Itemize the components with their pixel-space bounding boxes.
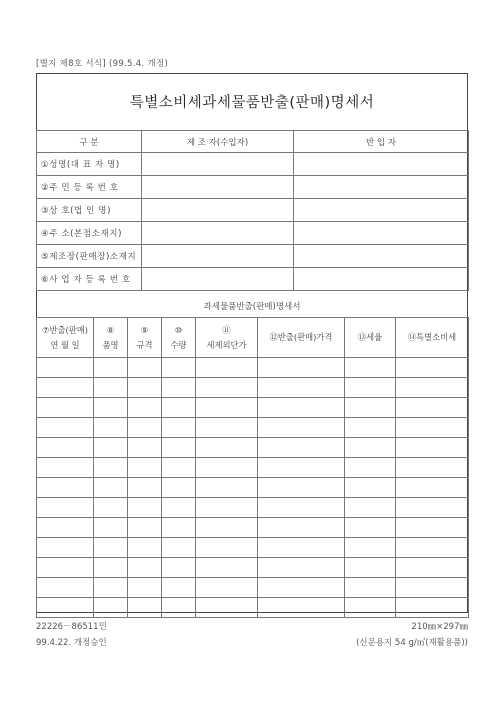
table-cell[interactable]	[94, 598, 128, 618]
table-cell[interactable]	[345, 418, 396, 438]
table-cell[interactable]	[162, 378, 196, 398]
table-cell[interactable]	[196, 578, 258, 598]
table-cell[interactable]	[162, 358, 196, 378]
items-table	[36, 317, 469, 618]
table-cell[interactable]	[196, 358, 258, 378]
table-row	[37, 358, 469, 378]
receiver-business-number-field[interactable]	[294, 268, 469, 291]
table-row	[37, 578, 469, 598]
table-cell[interactable]	[128, 578, 162, 598]
col-price-header: ⑫반출(판매)가격	[258, 318, 345, 358]
table-cell[interactable]	[258, 558, 345, 578]
table-cell[interactable]	[162, 518, 196, 538]
table-cell[interactable]	[37, 478, 94, 498]
form-frame	[36, 73, 468, 613]
manufacturer-resident-number-field[interactable]	[142, 176, 294, 199]
table-cell[interactable]	[128, 598, 162, 618]
table-cell[interactable]	[128, 418, 162, 438]
table-cell[interactable]	[128, 438, 162, 458]
form-code: 22226－86511민	[36, 622, 107, 632]
table-cell[interactable]	[37, 518, 94, 538]
table-cell[interactable]	[196, 438, 258, 458]
table-cell[interactable]	[396, 398, 469, 418]
table-cell[interactable]	[94, 358, 128, 378]
table-cell[interactable]	[258, 458, 345, 478]
table-cell[interactable]	[396, 478, 469, 498]
taxpayer-info-table	[36, 130, 469, 291]
table-cell[interactable]	[196, 398, 258, 418]
info-row-name	[37, 153, 469, 176]
table-cell[interactable]	[37, 578, 94, 598]
address-label: ④주 소(본점소재지)	[37, 222, 142, 245]
receiver-resident-number-field[interactable]	[294, 176, 469, 199]
table-row	[37, 378, 469, 398]
table-cell[interactable]	[94, 378, 128, 398]
table-cell[interactable]	[345, 478, 396, 498]
table-cell[interactable]	[128, 358, 162, 378]
receiver-header: 반 입 자	[294, 131, 469, 153]
table-cell[interactable]	[37, 558, 94, 578]
table-row	[37, 418, 469, 438]
col-quantity-header: ⑩ 수량	[162, 318, 196, 358]
table-cell[interactable]	[128, 538, 162, 558]
col-tax-rate-header: ⑬세율	[345, 318, 396, 358]
company-label: ③상 호(법 인 명)	[37, 199, 142, 222]
table-cell[interactable]	[94, 478, 128, 498]
table-cell[interactable]	[345, 358, 396, 378]
table-cell[interactable]	[128, 478, 162, 498]
table-cell[interactable]	[196, 518, 258, 538]
table-cell[interactable]	[196, 478, 258, 498]
business-number-label: ⑥사 업 자 등 록 번 호	[37, 268, 142, 291]
table-cell[interactable]	[258, 498, 345, 518]
table-cell[interactable]	[162, 578, 196, 598]
info-row-business-number	[37, 268, 469, 291]
table-cell[interactable]	[258, 378, 345, 398]
table-cell[interactable]	[396, 498, 469, 518]
table-row	[37, 458, 469, 478]
info-row-company	[37, 199, 469, 222]
items-section-title: 과세물품반출(판매)명세서	[203, 302, 301, 312]
table-row	[37, 498, 469, 518]
table-cell[interactable]	[396, 438, 469, 458]
table-cell[interactable]	[37, 418, 94, 438]
table-row	[37, 598, 469, 618]
table-row	[37, 398, 469, 418]
table-cell[interactable]	[128, 498, 162, 518]
table-cell[interactable]	[258, 518, 345, 538]
table-cell[interactable]	[345, 598, 396, 618]
table-cell[interactable]	[162, 558, 196, 578]
info-header-row	[37, 131, 469, 153]
table-cell[interactable]	[196, 498, 258, 518]
col-spec-header: ⑨ 규격	[128, 318, 162, 358]
table-cell[interactable]	[162, 478, 196, 498]
table-cell[interactable]	[94, 558, 128, 578]
resident-number-label: ②주 민 등 록 번 호	[37, 176, 142, 199]
table-cell[interactable]	[396, 518, 469, 538]
receiver-factory-location-field[interactable]	[294, 245, 469, 268]
table-cell[interactable]	[396, 418, 469, 438]
col-item-name-header: ⑧ 품명	[94, 318, 128, 358]
table-cell[interactable]	[128, 398, 162, 418]
table-cell[interactable]	[94, 398, 128, 418]
receiver-name-field[interactable]	[294, 153, 469, 176]
table-cell[interactable]	[94, 458, 128, 478]
table-cell[interactable]	[162, 398, 196, 418]
name-label: ①성명(대 표 자 명)	[37, 153, 142, 176]
table-cell[interactable]	[396, 578, 469, 598]
table-cell[interactable]	[258, 538, 345, 558]
info-row-resident-number	[37, 176, 469, 199]
table-cell[interactable]	[396, 558, 469, 578]
category-header: 구 분	[37, 131, 142, 153]
info-row-factory-location	[37, 245, 469, 268]
form-title: 특별소비세과세물품반출(판매)명세서	[129, 95, 375, 111]
table-cell[interactable]	[196, 458, 258, 478]
table-cell[interactable]	[94, 498, 128, 518]
table-cell[interactable]	[196, 598, 258, 618]
table-cell[interactable]	[345, 458, 396, 478]
table-cell[interactable]	[94, 578, 128, 598]
table-cell[interactable]	[196, 538, 258, 558]
table-cell[interactable]	[37, 438, 94, 458]
table-cell[interactable]	[196, 418, 258, 438]
col-special-tax-header: ⑭특별소비세	[396, 318, 469, 358]
table-cell[interactable]	[396, 598, 469, 618]
table-cell[interactable]	[37, 358, 94, 378]
table-cell[interactable]	[345, 498, 396, 518]
table-row	[37, 558, 469, 578]
receiver-company-field[interactable]	[294, 199, 469, 222]
table-row	[37, 478, 469, 498]
table-cell[interactable]	[94, 518, 128, 538]
table-cell[interactable]	[258, 398, 345, 418]
table-cell[interactable]	[37, 498, 94, 518]
receiver-address-field[interactable]	[294, 222, 469, 245]
table-cell[interactable]	[396, 378, 469, 398]
table-cell[interactable]	[396, 458, 469, 478]
table-cell[interactable]	[396, 358, 469, 378]
table-cell[interactable]	[258, 358, 345, 378]
table-row	[37, 438, 469, 458]
approval-date: 99.4.22. 개정승인	[36, 638, 107, 648]
manufacturer-business-number-field[interactable]	[142, 268, 294, 291]
table-cell[interactable]	[345, 518, 396, 538]
table-cell[interactable]	[162, 418, 196, 438]
table-cell[interactable]	[162, 438, 196, 458]
table-cell[interactable]	[258, 598, 345, 618]
table-cell[interactable]	[345, 538, 396, 558]
manufacturer-name-field[interactable]	[142, 153, 294, 176]
table-cell[interactable]	[162, 498, 196, 518]
factory-location-label: ⑤제조장(판매장)소재지	[37, 245, 142, 268]
table-row	[37, 538, 469, 558]
table-cell[interactable]	[258, 478, 345, 498]
table-cell[interactable]	[345, 558, 396, 578]
table-cell[interactable]	[162, 538, 196, 558]
table-cell[interactable]	[37, 538, 94, 558]
table-cell[interactable]	[162, 458, 196, 478]
info-row-address	[37, 222, 469, 245]
manufacturer-company-field[interactable]	[142, 199, 294, 222]
table-cell[interactable]	[258, 418, 345, 438]
form-number-label: [별지 제8호 서식] (99.5.4. 개정)	[36, 59, 169, 69]
table-cell[interactable]	[37, 458, 94, 478]
manufacturer-header: 제 조 자(수입자)	[142, 131, 294, 153]
table-cell[interactable]	[37, 398, 94, 418]
table-cell[interactable]	[396, 538, 469, 558]
table-cell[interactable]	[345, 398, 396, 418]
paper-spec: (신문용지 54 g/㎡(재활용품))	[356, 638, 468, 648]
table-row	[37, 518, 469, 538]
table-cell[interactable]	[128, 518, 162, 538]
paper-size: 210㎜×297㎜	[411, 622, 468, 632]
table-cell[interactable]	[345, 578, 396, 598]
manufacturer-address-field[interactable]	[142, 222, 294, 245]
table-cell[interactable]	[196, 558, 258, 578]
table-cell[interactable]	[345, 378, 396, 398]
table-cell[interactable]	[128, 558, 162, 578]
table-cell[interactable]	[94, 538, 128, 558]
table-cell[interactable]	[162, 598, 196, 618]
table-cell[interactable]	[345, 438, 396, 458]
table-cell[interactable]	[37, 378, 94, 398]
col-unit-price-header: ⑪ 세제외단가	[196, 318, 258, 358]
table-cell[interactable]	[258, 438, 345, 458]
table-cell[interactable]	[37, 598, 94, 618]
table-cell[interactable]	[128, 378, 162, 398]
table-cell[interactable]	[128, 458, 162, 478]
table-cell[interactable]	[94, 438, 128, 458]
items-header-row	[37, 318, 469, 358]
col-date-header: ⑦반출(판매) 연 월 일	[37, 318, 94, 358]
table-cell[interactable]	[258, 578, 345, 598]
manufacturer-factory-location-field[interactable]	[142, 245, 294, 268]
table-cell[interactable]	[94, 418, 128, 438]
table-cell[interactable]	[196, 378, 258, 398]
